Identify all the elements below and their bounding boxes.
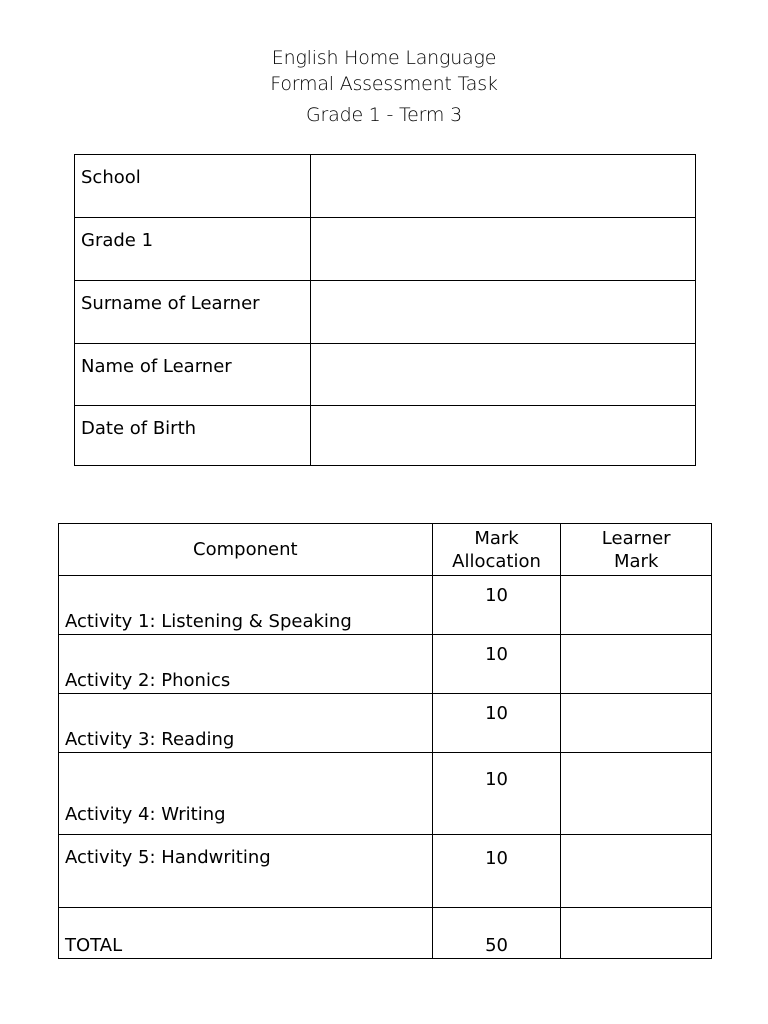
info-label-school: School [75, 155, 311, 218]
total-allocation: 50 [432, 908, 561, 959]
allocation-cell: 10 [432, 576, 561, 635]
header-learner-mark [561, 524, 712, 576]
info-row-grade [75, 218, 696, 281]
header-learner-mark-line2: Mark [614, 550, 659, 572]
header-component: Component [59, 524, 433, 576]
header-mark-allocation [432, 524, 561, 576]
allocation-cell: 10 [432, 694, 561, 753]
info-field-grade[interactable] [311, 218, 696, 281]
document-title: English Home Language [271, 47, 497, 69]
table-row [59, 835, 712, 908]
table-row [59, 635, 712, 694]
learner-info-table [74, 154, 696, 466]
learner-mark-field[interactable] [561, 576, 712, 635]
info-field-name[interactable] [311, 344, 696, 406]
learner-mark-field[interactable] [561, 635, 712, 694]
info-field-surname[interactable] [311, 281, 696, 344]
info-label-dob: Date of Birth [75, 406, 311, 466]
info-row-surname [75, 281, 696, 344]
component-cell: Activity 3: Reading [59, 694, 433, 753]
info-field-dob[interactable] [311, 406, 696, 466]
document-subtitle: Formal Assessment Task [270, 73, 498, 95]
table-row [59, 694, 712, 753]
info-label-name: Name of Learner [75, 344, 311, 406]
allocation-cell: 10 [432, 835, 561, 908]
info-row-name [75, 344, 696, 406]
info-label-grade: Grade 1 [75, 218, 311, 281]
table-row [59, 576, 712, 635]
header-mark-allocation-line1: Mark [474, 527, 519, 549]
learner-mark-field[interactable] [561, 835, 712, 908]
component-cell: Activity 4: Writing [59, 753, 433, 835]
total-learner-mark-field[interactable] [561, 908, 712, 959]
learner-mark-field[interactable] [561, 753, 712, 835]
info-row-school [75, 155, 696, 218]
allocation-cell: 10 [432, 753, 561, 835]
grade-term-heading: Grade 1 - Term 3 [306, 104, 462, 126]
total-label: TOTAL [59, 908, 433, 959]
info-field-school[interactable] [311, 155, 696, 218]
component-cell: Activity 2: Phonics [59, 635, 433, 694]
info-label-surname: Surname of Learner [75, 281, 311, 344]
marks-header-row [59, 524, 712, 576]
marks-table [58, 523, 712, 959]
allocation-cell: 10 [432, 635, 561, 694]
info-row-dob [75, 406, 696, 466]
learner-mark-field[interactable] [561, 694, 712, 753]
component-cell: Activity 5: Handwriting [59, 835, 433, 908]
header-learner-mark-line1: Learner [601, 527, 671, 549]
header-mark-allocation-line2: Allocation [452, 550, 541, 572]
component-cell: Activity 1: Listening & Speaking [59, 576, 433, 635]
total-row [59, 908, 712, 959]
table-row [59, 753, 712, 835]
